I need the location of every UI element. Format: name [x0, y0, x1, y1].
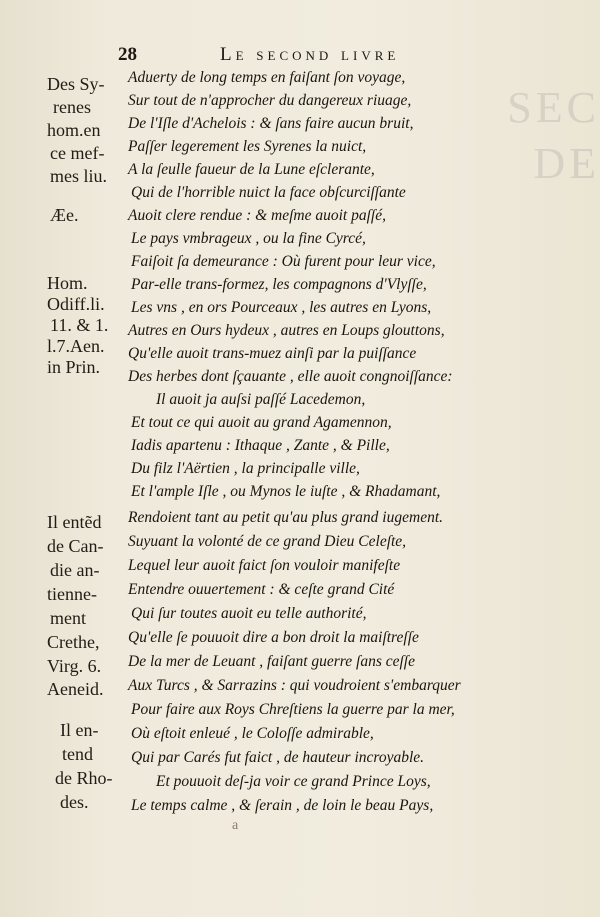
- verse-line: Sur tout de n'approcher du dangereux riuage,: [128, 92, 412, 109]
- catchword-mark: a: [232, 818, 239, 833]
- verse-line: Auoit clere rendue : & meſme auoit paſſé,: [128, 207, 386, 224]
- verse-line: Le temps calme , & ſerain , de loin le beau Pays,: [131, 797, 434, 814]
- margin-note: hom.en: [47, 120, 101, 140]
- verse-line: Par-elle trans-formez, les compagnons d'Vlyſſe,: [131, 276, 427, 293]
- verse-line: Pour faire aux Roys Chreſtiens la guerre par la mer,: [131, 701, 455, 718]
- margin-note: tienne-: [47, 584, 97, 604]
- margin-note: de Can-: [47, 536, 104, 556]
- show-through-from-reverse: SEC DE: [507, 83, 600, 188]
- verse-line: Il auoit ja auſsi paſſé Lacedemon,: [156, 391, 366, 408]
- verse-line: Où eſtoit enleué , le Coloſſe admirable,: [131, 725, 374, 742]
- verse-line: De la mer de Leuant , faiſant guerre ſans ceſſe: [128, 653, 415, 670]
- verse-line: Des herbes dont ſçauante , elle auoit congnoiſſance:: [128, 368, 453, 385]
- margin-note: Hom.: [47, 273, 88, 293]
- verse-line: Faiſoit ſa demeurance : Où furent pour leur vice,: [131, 253, 436, 270]
- page-number: 28: [118, 44, 137, 65]
- verse-line: Lequel leur auoit faict ſon vouloir manifeſte: [128, 557, 401, 574]
- verse-line: Qu'elle ſe pouuoit dire a bon droit la maiſtreſſe: [128, 629, 419, 646]
- verse-line: Aux Turcs , & Sarrazins : qui voudroient s'embarquer: [128, 677, 461, 694]
- verse-line: Qui par Carés fut faict , de hauteur incroyable.: [131, 749, 425, 766]
- margin-note: ce mef-: [50, 143, 105, 163]
- margin-note: Aeneid.: [47, 679, 104, 699]
- margin-note: Odiff.li.: [47, 294, 105, 314]
- verse-line: Qu'elle auoit trans-muez ainſi par la puiſſance: [128, 345, 417, 362]
- verse-line: De l'Iſle d'Achelois : & ſans faire aucun bruit,: [128, 115, 414, 132]
- verse-line: Et pouuoit deſ-ja voir ce grand Prince Loys,: [156, 773, 431, 790]
- margin-note: Des Sy-: [47, 74, 105, 94]
- verse-line: Iadis apartenu : Ithaque , Zante , & Pille,: [131, 437, 390, 454]
- margin-note: mes liu.: [50, 166, 107, 186]
- verse-line: Qui ſur toutes auoit eu telle authorité,: [131, 605, 367, 622]
- margin-note: 11. & 1.: [50, 315, 109, 335]
- verse-line: Paſſer legerement les Syrenes la nuict,: [128, 138, 367, 155]
- margin-note: Æe.: [50, 205, 79, 225]
- verse-line: Du filz l'Aërtien , la principalle ville,: [131, 460, 360, 477]
- verse-line: Entendre ouuertement : & ceſte grand Cité: [128, 581, 395, 598]
- margin-note: Crethe,: [47, 632, 100, 652]
- verse-line: Suyuant la volonté de ce grand Dieu Celeſte,: [128, 533, 407, 550]
- verse-line: Le pays vmbrageux , ou la fine Cyrcé,: [131, 230, 366, 247]
- verse-line: Qui de l'horrible nuict la face obſcurciſſante: [131, 184, 406, 201]
- margin-note: Virg. 6.: [47, 656, 102, 676]
- margin-note: renes: [53, 97, 91, 117]
- margin-note: Il en-: [60, 720, 99, 740]
- verse-line: Les vns , en ors Pourceaux , les autres en Lyons,: [131, 299, 432, 316]
- margin-note: tend: [62, 744, 93, 764]
- running-title: Le second livre: [220, 44, 400, 65]
- margin-note: ment: [50, 608, 86, 628]
- verse-line: Rendoient tant au petit qu'au plus grand iugement.: [128, 509, 444, 526]
- verse-line: Autres en Ours hydeux , autres en Loups glouttons,: [128, 322, 445, 339]
- margin-note: in Prin.: [47, 357, 101, 377]
- margin-note: Il entẽd: [47, 512, 102, 532]
- verse-line: Et tout ce qui auoit au grand Agamennon,: [131, 414, 392, 431]
- verse-line: Aduerty de long temps en faiſant ſon voyage,: [128, 69, 406, 86]
- margin-note: l.7.Aen.: [47, 336, 105, 356]
- margin-note: des.: [60, 792, 89, 812]
- verse-line: A la ſeulle faueur de la Lune eſclerante,: [128, 161, 375, 178]
- margin-note: die an-: [50, 560, 100, 580]
- margin-note: de Rho-: [55, 768, 113, 788]
- page-header: [118, 44, 458, 66]
- verse-line: Et l'ample Iſle , ou Mynos le iuſte , & Rhadamant,: [131, 483, 441, 500]
